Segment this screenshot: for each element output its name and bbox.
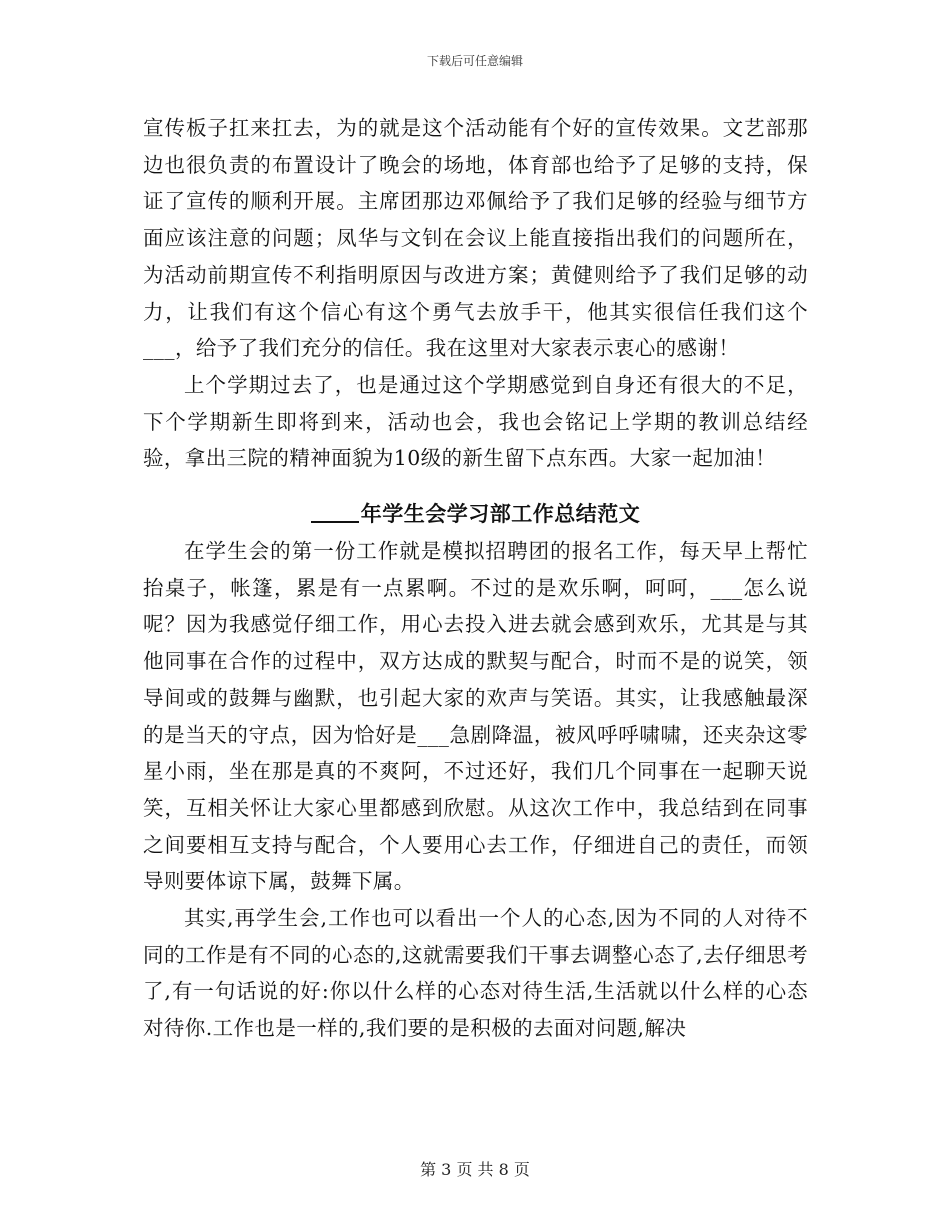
paragraph-1: 宣传板子扛来扛去，为的就是这个活动能有个好的宣传效果。文艺部那边也很负责的布置设计了晚会的场地，体育部也给予了足够的支持，保证了宣传的顺利开展。主席团那边邓佩给予了我们足够的经验与细节方面应该注意的问题；凤华与文钊在会议上能直接指出我们的问题所在，为活动前期宣传不利指明原因与改进方案；黄健则给予了我们足够的动力，让我们有这个信心有这个勇气去放手干，他其实很信任我们这个___，给予了我们充分的信任。我在这里对大家表示衷心的感谢！ [143, 116, 808, 361]
paragraph-2: 上个学期过去了，也是通过这个学期感觉到自身还有很大的不足，下个学期新生即将到来，活动也会，我也会铭记上学期的教训总结经验，拿出三院的精神面貌为10级的新生留下点东西。大家一起加油！ [143, 372, 808, 471]
paragraph-4: 其实,再学生会,工作也可以看出一个人的心态,因为不同的人对待不同的工作是有不同的心态的,这就需要我们干事去调整心态了,去仔细思考了,有一句话说的好:你以什么样的心态对待生活,生活就以什么样的心态对待你.工作也是一样的,我们要的是积极的去面对问题,解决 [143, 906, 808, 1041]
page-header: 下载后可任意编辑 [426, 54, 523, 68]
document-body [143, 110, 808, 1047]
section-title-text: 年学生会学习部工作总结范文 [360, 501, 641, 527]
title-blank [311, 497, 359, 523]
page-footer: 第 3 页 共 8 页 [420, 1160, 530, 1179]
section-title [143, 495, 808, 533]
paragraph-3: 在学生会的第一份工作就是模拟招聘团的报名工作，每天早上帮忙抬桌子，帐篷，累是有一点累啊。不过的是欢乐啊，呵呵，___怎么说呢？因为我感觉仔细工作，用心去投入进去就会感到欢乐，尤其是与其他同事在合作的过程中，双方达成的默契与配合，时而不是的说笑，领导间或的鼓舞与幽默，也引起大家的欢声与笑语。其实，让我感触最深的是当天的守点，因为恰好是___急剧降温，被风呼呼啸啸，还夹杂这零星小雨，坐在那是真的不爽阿，不过还好，我们几个同事在一起聊天说笑，互相关怀让大家心里都感到欣慰。从这次工作中，我总结到在同事之间要相互支持与配合，个人要用心去工作，仔细进自己的责任，而领导则要体谅下属，鼓舞下属。 [143, 539, 808, 894]
